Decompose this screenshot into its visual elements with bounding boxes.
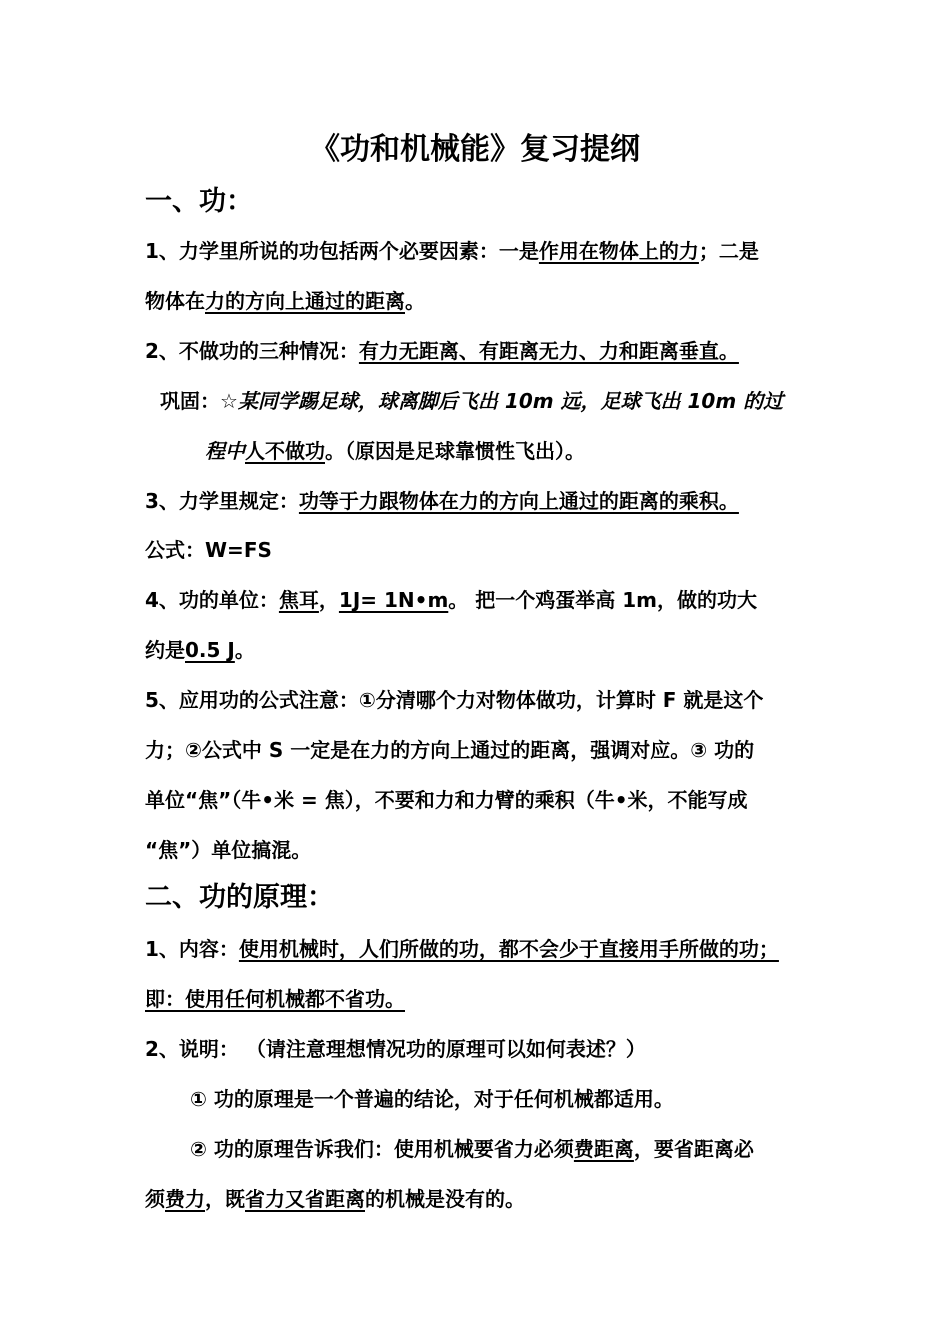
paragraph-3: 3、力学里规定：功等于力跟物体在力的方向上通过的距离的乘积。 xyxy=(145,489,739,513)
principle-note-2-line-2: 须费力，既省力又省距离的机械是没有的。 xyxy=(145,1187,525,1211)
paragraph-5-line-2: 力；②公式中 S 一定是在力的方向上通过的距离，强调对应。③ 功的 xyxy=(145,738,755,762)
consolidation-line-2: 程中人不做功。（原因是足球靠惯性飞出）。 xyxy=(205,439,585,463)
paragraph-5-line-4: “焦”）单位搞混。 xyxy=(145,838,312,862)
page-title: 《功和机械能》复习提纲 xyxy=(310,132,640,167)
paragraph-4-line-1: 4、功的单位：焦耳，1J= 1N•m。 把一个鸡蛋举高 1m，做的功大 xyxy=(145,588,757,612)
principle-note-1: ① 功的原理是一个普遍的结论，对于任何机械都适用。 xyxy=(190,1087,674,1111)
principle-explanation: 2、说明： （请注意理想情况功的原理可以如何表述？） xyxy=(145,1037,646,1061)
paragraph-1-line-1: 1、力学里所说的功包括两个必要因素：一是作用在物体上的力；二是 xyxy=(145,239,759,263)
paragraph-4-line-2: 约是0.5 J。 xyxy=(145,638,255,662)
section-heading-work: 一、功： xyxy=(145,186,253,217)
section-heading-principle: 二、功的原理： xyxy=(145,882,334,913)
formula: 公式：W=FS xyxy=(145,538,272,562)
principle-note-2-line-1: ② 功的原理告诉我们：使用机械要省力必须费距离，要省距离必 xyxy=(190,1137,754,1161)
paragraph-5-line-1: 5、应用功的公式注意：①分清哪个力对物体做功，计算时 F 就是这个 xyxy=(145,688,764,712)
paragraph-1-line-2: 物体在力的方向上通过的距离。 xyxy=(145,289,425,313)
paragraph-2: 2、不做功的三种情况：有力无距离、有距离无力、力和距离垂直。 xyxy=(145,339,739,363)
principle-content-line-1: 1、内容：使用机械时，人们所做的功，都不会少于直接用手所做的功； xyxy=(145,937,779,961)
consolidation-line-1: 巩固：☆某同学踢足球，球离脚后飞出 10m 远，足球飞出 10m 的过 xyxy=(160,389,784,413)
principle-content-line-2: 即：使用任何机械都不省功。 xyxy=(145,987,405,1011)
paragraph-5-line-3: 单位“焦”（牛•米 = 焦），不要和力和力臂的乘积（牛•米，不能写成 xyxy=(145,788,748,812)
